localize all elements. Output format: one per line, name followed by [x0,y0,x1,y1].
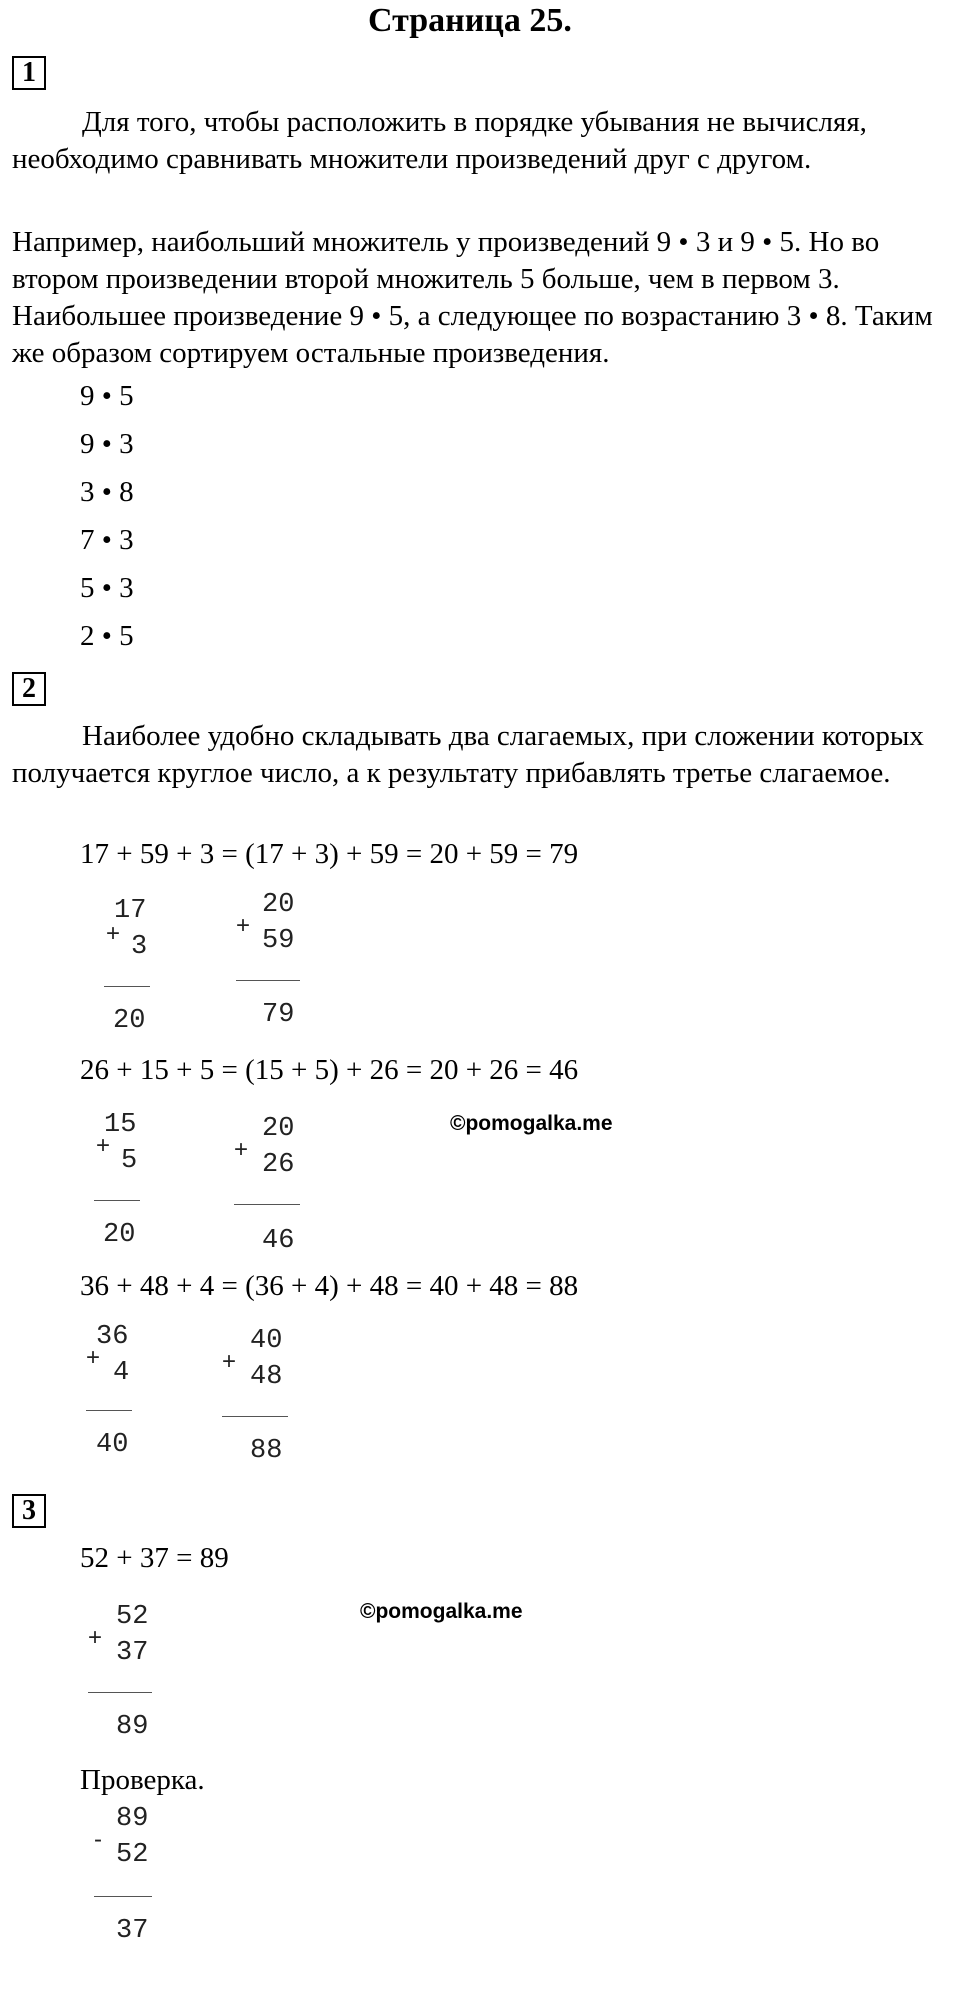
page-title: Страница 25. [368,2,572,39]
check-label: Проверка. [80,1764,205,1796]
task-1-paragraph-2: Например, наибольший множитель у произведений 9 • 3 и 9 • 5. Но во втором произведении второй множитель 5 больше, чем в первом 3. Наибольшее произведение 9 • 5, а следующее по возрастанию 3 • 8. Таким же образом сортируем остальные произведения. [12,226,933,369]
order-item-1: 9 • 5 [80,380,134,412]
order-item-3: 3 • 8 [80,476,134,508]
watermark-2: ©pomogalka.me [360,1600,523,1623]
task-1-number: 1 [12,56,46,90]
task-2-paragraph: Наиболее удобно складывать два слагаемых, при сложении которых получается круглое число, а к результату прибавлять третье слагаемое. [12,720,924,789]
task-2-equation-1: 17 + 59 + 3 = (17 + 3) + 59 = 20 + 59 = 79 [80,838,579,870]
task-2-equation-2: 26 + 15 + 5 = (15 + 5) + 26 = 20 + 26 = 46 [80,1054,579,1086]
order-item-4: 7 • 3 [80,524,134,556]
task-3-number: 3 [12,1494,46,1528]
task-1-paragraph-1: Для того, чтобы расположить в порядке убывания не вычисляя, необходимо сравнивать множители произведений друг с другом. [12,106,867,175]
order-item-6: 2 • 5 [80,620,134,652]
task-2-equation-3: 36 + 48 + 4 = (36 + 4) + 48 = 40 + 48 = 88 [80,1270,579,1302]
order-item-5: 5 • 3 [80,572,134,604]
task-3-equation: 52 + 37 = 89 [80,1542,229,1574]
order-item-2: 9 • 3 [80,428,134,460]
watermark: ©pomogalka.me [450,1112,613,1135]
task-2-number: 2 [12,672,46,706]
